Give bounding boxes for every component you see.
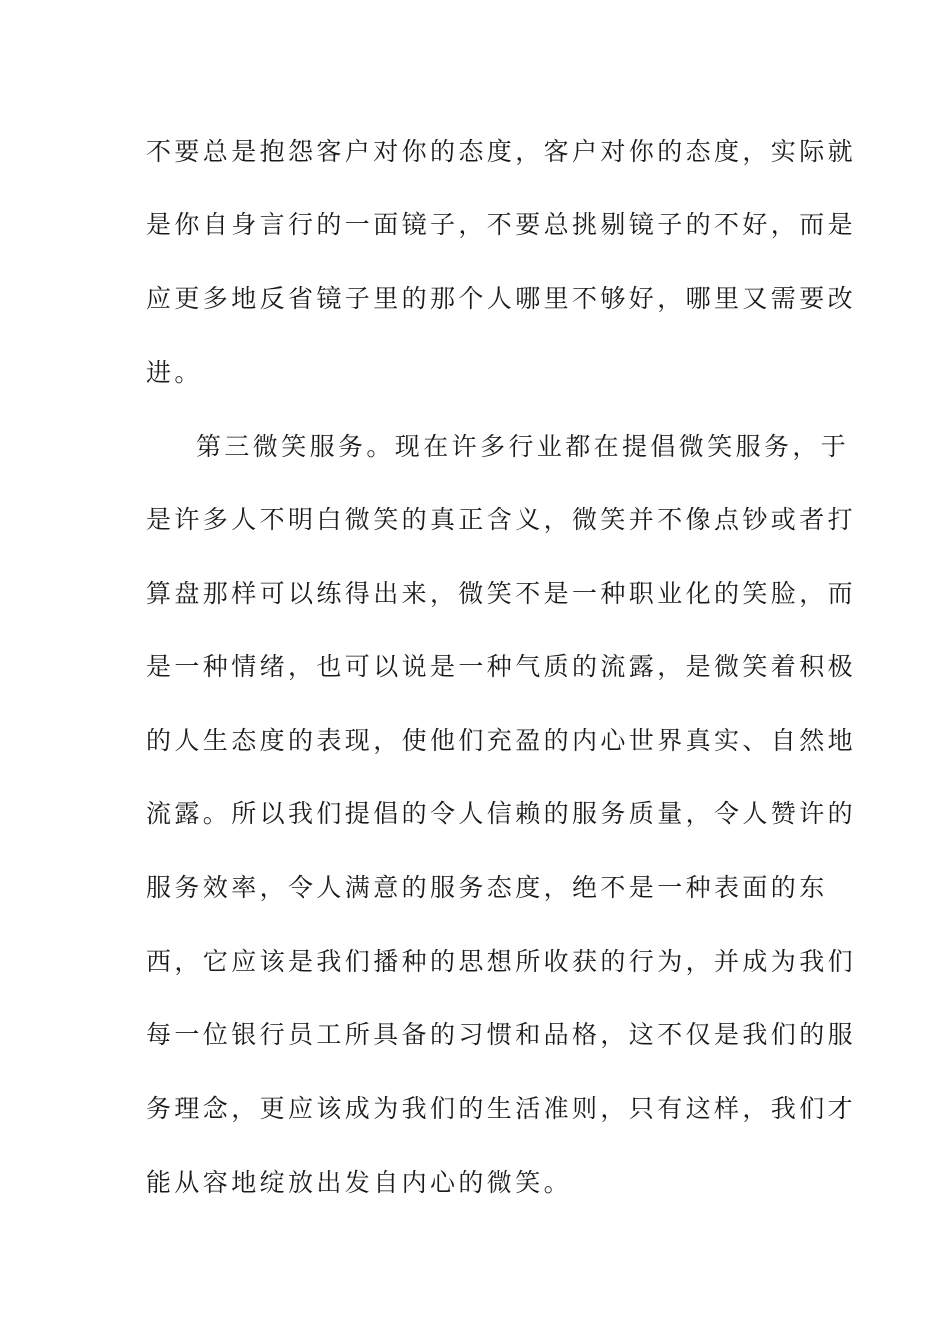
text-line: 西，它应该是我们播种的思想所收获的行为，并成为我们 bbox=[146, 947, 857, 976]
text-line: 是你自身言行的一面镜子，不要总挑剔镜子的不好，而是 bbox=[146, 210, 857, 239]
text-line: 能从容地绽放出发自内心的微笑。 bbox=[146, 1168, 573, 1197]
text-line: 服务效率，令人满意的服务态度，绝不是一种表面的东 bbox=[146, 873, 828, 902]
text-line: 是许多人不明白微笑的真正含义，微笑并不像点钞或者打 bbox=[146, 505, 857, 534]
text-line: 应更多地反省镜子里的那个人哪里不够好，哪里又需要改 bbox=[146, 284, 857, 313]
text-line: 每一位银行员工所具备的习惯和品格，这不仅是我们的服 bbox=[146, 1020, 857, 1049]
text-line: 不要总是抱怨客户对你的态度，客户对你的态度，实际就 bbox=[146, 137, 857, 166]
text-line: 进。 bbox=[146, 358, 203, 387]
text-line: 算盘那样可以练得出来，微笑不是一种职业化的笑脸，而 bbox=[146, 579, 857, 608]
text-line: 是一种情绪，也可以说是一种气质的流露，是微笑着积极 bbox=[146, 652, 857, 681]
text-line: 流露。所以我们提倡的令人信赖的服务质量，令人赞许的 bbox=[146, 799, 857, 828]
text-line: 的人生态度的表现，使他们充盈的内心世界真实、自然地 bbox=[146, 726, 857, 755]
paragraph-first-line: 第三微笑服务。现在许多行业都在提倡微笑服务，于 bbox=[196, 432, 850, 461]
text-line: 务理念，更应该成为我们的生活准则，只有这样，我们才 bbox=[146, 1094, 857, 1123]
